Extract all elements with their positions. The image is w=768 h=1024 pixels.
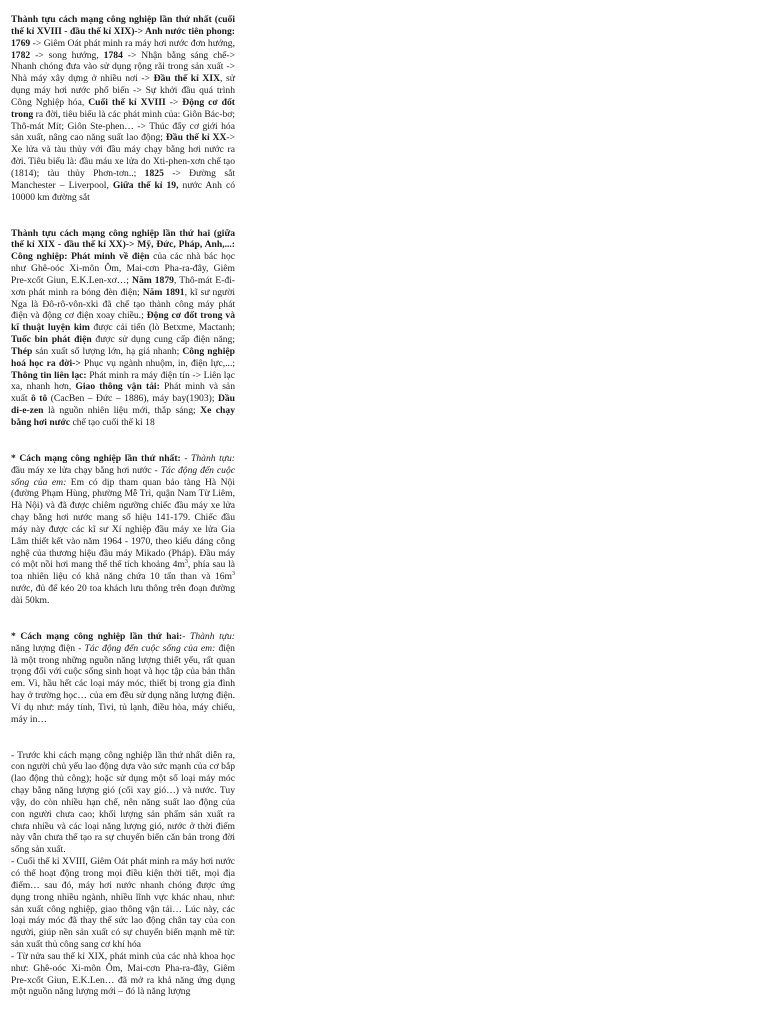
text-run: (CacBen – Đức – 1886), máy bay(1903); <box>47 393 218 405</box>
text-run: 3 <box>232 571 235 578</box>
text-run: -> Đường sắt Manchester – Liverpool, <box>11 167 235 191</box>
first-revolution-paragraph <box>11 14 235 204</box>
text-run: Phục vụ ngành nhuộm, in, điện lực,...; <box>80 357 236 369</box>
text-run: - Thành tựu: <box>180 452 235 464</box>
text-run: -> Giêm Oát phát minh ra máy hơi nước đơn hướng, <box>30 37 235 49</box>
text-run: Động cơ đốt trong <box>11 96 235 120</box>
text-run: đầu máy xe lửa chạy bằng hơi nước - <box>11 464 161 476</box>
text-run: Thép <box>11 345 33 357</box>
second-revolution-example-paragraph <box>11 631 235 726</box>
text-run: Dầu di-e-zen <box>11 393 236 417</box>
text-run: Tác động đến cuộc sống của em: <box>11 464 235 488</box>
text-run: của các nhà bác học như Ghê-oóc Xi-môn Ôm, Mai-cơn Pha-ra-đây, Giêm Pre-xcốt Giun, E.K.Len-xơ…; <box>11 251 235 286</box>
text-run: Đầu thế kỉ XIX <box>153 73 221 85</box>
first-revolution-example-paragraph <box>11 453 235 607</box>
text-run: nước Anh có 10000 km đường sắt <box>11 179 235 203</box>
text-run: là nguồn nhiên liệu mới, thắp sáng; <box>43 405 201 417</box>
text-run: điện là một trong những nguồn năng lượng thiết yếu, rất quan trọng đối với cuộc sống sinh hoạt và học tập của bản thân em. Vì, hầu hết các loại máy móc, thiết bị trong gia đình hay ở trường học… của em đều sử dụng năng lượng điện. Ví dụ như: máy tính, Tivi, tủ lạnh, điều hòa, máy chiếu, máy in… <box>11 642 235 725</box>
text-run: được cải tiến (lò Betxme, Mactanh; <box>89 322 235 334</box>
text-run: Tuốc bin phát điện <box>11 334 92 346</box>
text-run: , Thô-mát E-đi-xơn phát minh ra bóng đèn điện; <box>11 274 235 298</box>
text-run: 1784 <box>103 49 123 61</box>
text-run: * Cách mạng công nghiệp lần thứ nhất: <box>11 452 181 464</box>
text-run: -> Nhận bằng sáng chế-> Nhanh chóng đưa vào sử dụng rộng rãi trong sản xuất -> Nhà máy xây dựng ở nhiều nơi -> <box>11 49 236 85</box>
analysis-paragraph-3: - Từ nửa sau thế kỉ XIX, phát minh của các nhà khoa học như: Ghê-oóc Xi-môn Ôm, Mai-cơn Pha-ra-đây, Giêm Pre-xcốt Giun, E.K.Len… đã mở ra khả năng ứng dụng một nguồn năng lượng mới – đó là năng lượng <box>11 950 235 998</box>
text-run: ra đời, tiêu biểu là các phát minh của: Giôn Bác-bơ; Thô-mát Mít; Giôn Ste-phen… -> Thúc đẩy cơ giới hóa sản xuất, nâng cao năng suất lao động; <box>11 108 235 144</box>
text-run: Động cơ đốt trong và kĩ thuật luyện kim <box>11 310 236 334</box>
text-run: 3 <box>184 559 188 566</box>
text-run: - Thành tựu: <box>182 630 235 642</box>
text-run: , kĩ sư người Nga là Đô-rô-vôn-xki đã chế tạo thành công máy phát điện và động cơ điện xoay chiều.; <box>11 286 235 322</box>
text-run: sản xuất số lượng lớn, hạ giá nhanh; <box>32 345 183 357</box>
text-run: Giao thông vận tải: <box>75 381 160 393</box>
text-run: Đầu thế kỉ XX <box>165 132 227 144</box>
text-run: Thành tựu cách mạng công nghiệp lần thứ hai (giữa thế kỉ XIX - đầu thế kỉ XX)-> Mỹ, Đức, Pháp, Anh,...: Công nghiệp: Phát minh về điện <box>11 227 235 263</box>
text-run: , phía sau là toa nhiên liệu có khả năng chứa 10 tấn than và 16m <box>11 559 235 583</box>
text-run: , sử dụng máy hơi nước phổ biến -> Sự khởi đầu quá trình Công Nghiệp hóa, <box>11 73 235 108</box>
text-run: Tác động đến cuộc sống của em: <box>84 642 216 654</box>
text-run: năng lượng điện - <box>11 642 85 654</box>
text-run: Công nghiệp hoá học ra đời-> <box>11 345 236 369</box>
text-run: Năm 1879 <box>132 274 174 286</box>
text-run: Năm 1891 <box>142 286 185 298</box>
text-run: Giữa thế kỉ 19, <box>112 179 179 191</box>
text-run: Thông tin liên lạc: <box>11 369 87 381</box>
text-run: 1782 <box>11 49 31 61</box>
text-run: -> <box>165 96 183 108</box>
text-run: được sử dụng cung cấp điện năng; <box>91 334 235 346</box>
text-run: -> song hướng, <box>30 49 104 61</box>
text-run: chế tạo cuối thế kỉ 18 <box>70 417 155 428</box>
text-run: 1825 <box>144 167 164 179</box>
analysis-paragraph-2: - Cuối thế kỉ XVIII, Giêm Oát phát minh ra máy hơi nước có thể hoạt động trong mọi điều kiện thời tiết, mọi địa điểm… sau đó, máy hơi nước nhanh chóng được ứng dụng trong nhiều ngành, nhiều lĩnh vực khác nhau, như: sản xuất công nghiệp, giao thông vận tải… Lúc này, các loại máy móc đã thay thế sức lao động chân tay của con người, giúp nền sản xuất có sự chuyển biến mạnh mẽ từ: sản xuất thủ công sang cơ khí hóa <box>11 856 235 951</box>
text-run: * Cách mạng công nghiệp lần thứ hai: <box>11 630 183 642</box>
text-run: Cuối thế kỉ XVIII <box>88 96 166 108</box>
text-run: ô tô <box>31 393 48 405</box>
text-run: Thành tựu cách mạng công nghiệp lần thứ nhất (cuối thế kỉ XVIII - đầu thế kỉ XIX)-> Anh nước tiên phong: 1769 <box>11 14 235 49</box>
document-page <box>11 14 235 998</box>
analysis-paragraph-1: - Trước khi cách mạng công nghiệp lần thứ nhất diễn ra, con người chủ yếu lao động dựa vào sức mạnh của cơ bắp (lao động thủ công); hoặc sử dụng một số loại máy móc chạy bằng năng lượng gió (cối xay gió…) và nước. Tuy vậy, do còn nhiều hạn chế, nên năng suất lao động của con người chưa cao; khối lượng sản phẩm sản xuất ra chưa nhiều và các loại năng lượng gió, nước ở thời điểm này vẫn chưa thể tạo ra sự chuyển biến căn bản trong đời sống sản xuất. <box>11 749 235 856</box>
second-revolution-paragraph <box>11 228 235 429</box>
text-run: -> Xe lửa và tàu thủy với đầu máy chạy bằng hơi nước ra đời. Tiêu biểu là: đầu máu xe lửa do Xti-phen-xơn chế tạo (1814); tàu thủy Phơn-tơn..; <box>11 132 236 179</box>
text-run: Xe chạy bằng hơi nước <box>11 405 235 428</box>
text-run: nước, đủ để kéo 20 toa khách lưu thông trên đoạn đường dài 50km. <box>11 583 235 606</box>
text-run: Em có dịp tham quan bảo tàng Hà Nội (đường Phạm Hùng, phường Mễ Trì, quận Nam Từ Liêm, Hà Nội) và đã được chiêm ngưỡng chiếc đầu máy xe lửa chạy bằng hơi nước mang số hiệu 141-179. Chiếc đầu máy này được các kĩ sư Xí nghiệp đầu máy xe lửa Gia Lâm thiết kết vào năm 1964 - 1970, theo kiểu dáng công nghệ của thương hiệu đầu máy Mikado (Pháp). Đầu máy có một nồi hơi mang thể thể tích khoảng 4m <box>11 476 235 571</box>
text-run: Phát minh và sản xuất <box>11 381 235 405</box>
text-run: Phát minh ra máy điện tín -> Liên lạc xa, nhanh hơn, <box>11 369 235 393</box>
